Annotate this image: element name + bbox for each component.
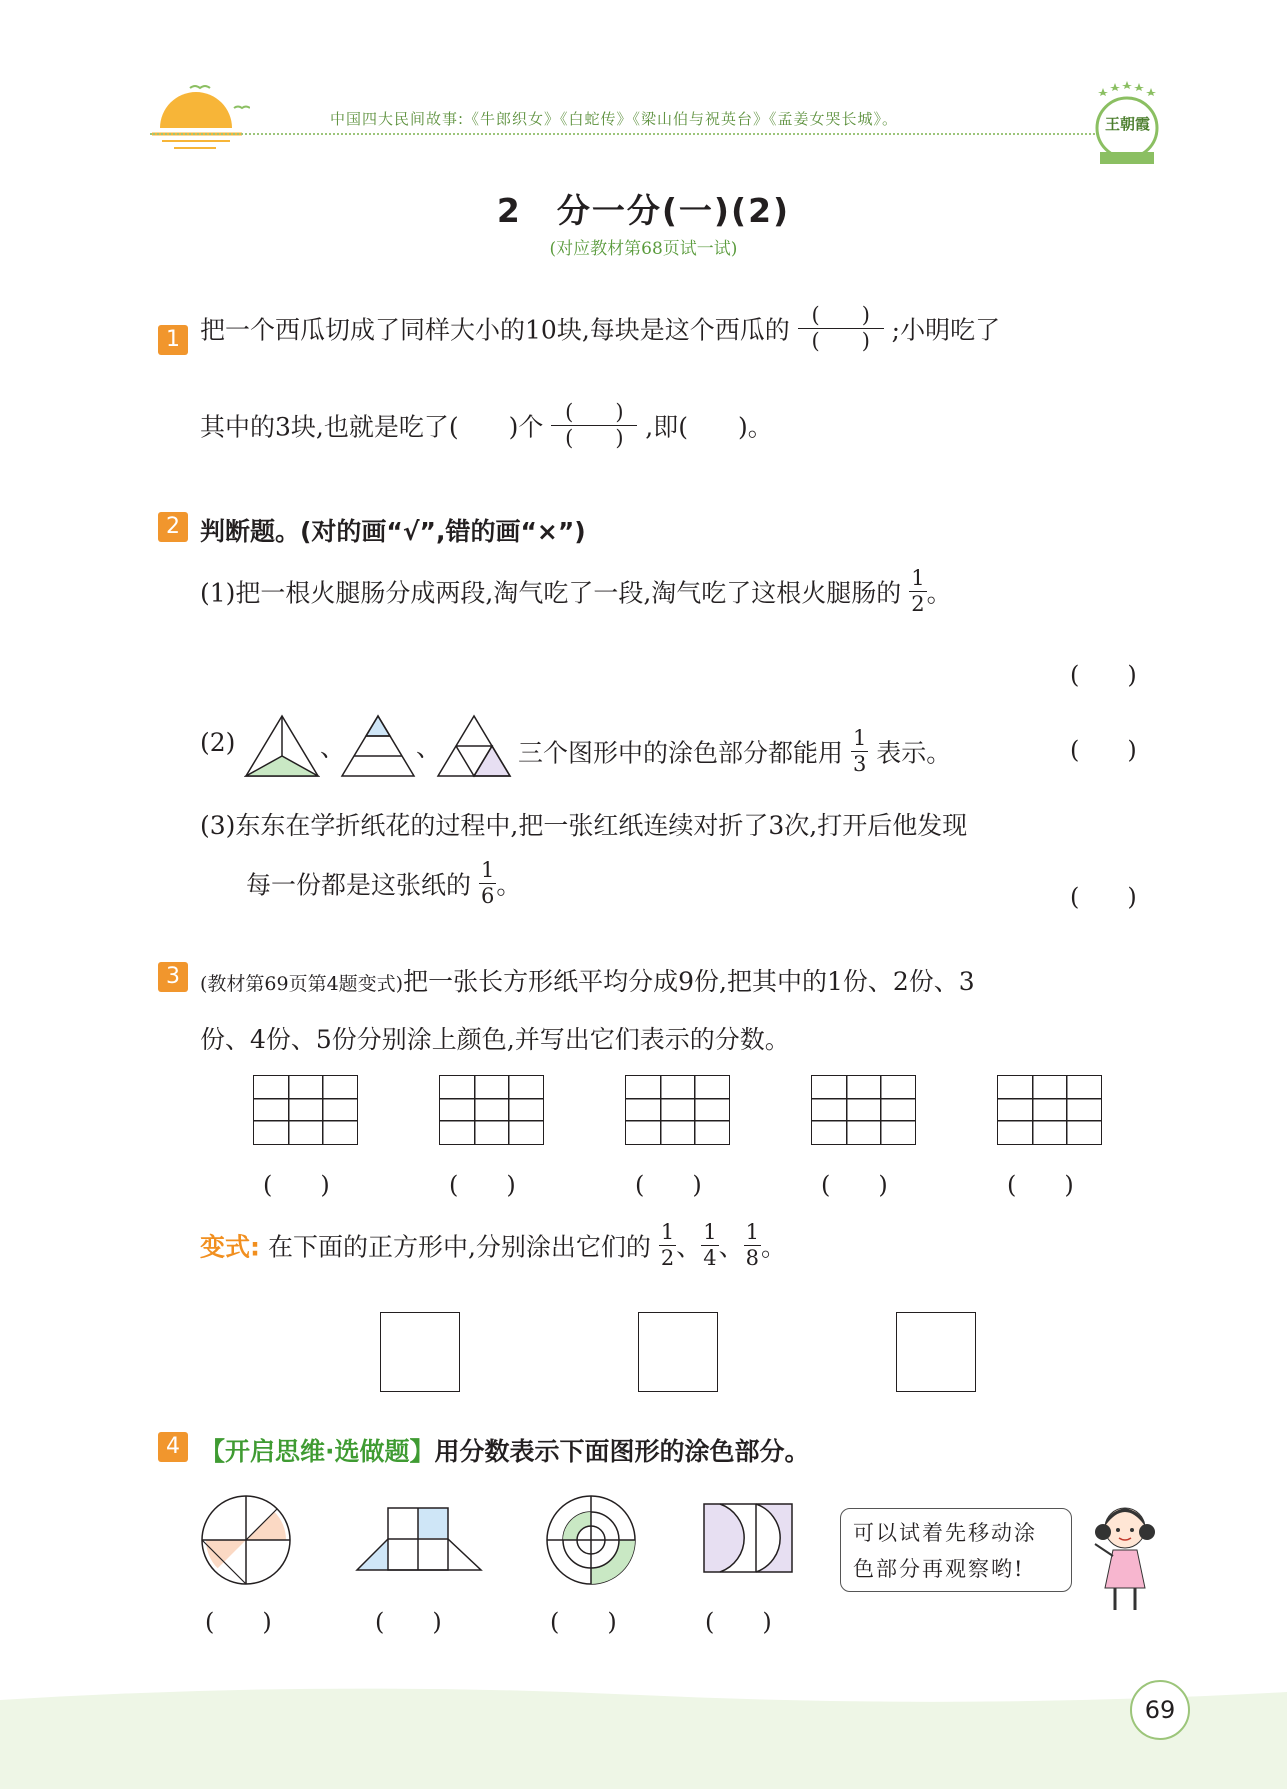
q4-answer-3[interactable]: ( ) [550,1608,617,1636]
fraction-numerator: 1 [852,726,867,750]
q3-variant-period: 。 [761,1232,787,1262]
q1-blank-numerator[interactable]: ( ) [551,402,637,426]
hint-line-1: 可以试着先移动涂 [853,1521,1037,1545]
q2-item-3-line-1: (3)东东在学折纸花的过程中,把一张红纸连续对折了3次,打开后他发现 [200,811,968,840]
q3-variant-sep-2: 、 [718,1232,744,1262]
fraction-numerator: 1 [703,1220,717,1244]
q1-blank-denominator[interactable]: ( ) [565,426,624,450]
q2-item-3-fraction [479,860,496,907]
q1-line-2-text-a: 其中的3块,也就是吃了( )个 [200,412,544,442]
q3-variant-fraction-1 [659,1222,676,1269]
q4-answer-2[interactable]: ( ) [375,1608,442,1636]
girl-character-icon [1085,1498,1165,1618]
question-4-number: 4 [158,1432,188,1462]
q3-variant-fraction-2 [701,1222,718,1269]
q4-tag: 【开启思维·选做题】 [200,1437,435,1466]
q1-blank-numerator[interactable]: ( ) [798,305,884,329]
q3-line-1-text: 把一张长方形纸平均分成9份,把其中的1份、2份、3 [403,967,975,996]
hint-line-2: 色部分再观察哟! [853,1557,1025,1581]
q2-item-3-period: 。 [496,870,522,900]
q2-item-2-text: 三个图形中的涂色部分都能用 [518,738,844,768]
half-circles-figure [700,1500,796,1576]
circle-figure [198,1492,294,1588]
q1-line-1 [200,305,1000,352]
q4-text: 用分数表示下面图形的涂色部分。 [434,1437,810,1466]
ring-figure [543,1492,639,1588]
q2-item-2-content [518,728,951,775]
q2-item-2-sep-2: 、 [416,733,442,762]
square-1[interactable] [380,1312,460,1392]
q1-line-1-end: ;小明吃了 [891,315,1001,345]
q1-line-1-text: 把一个西瓜切成了同样大小的10块,每块是这个西瓜的 [200,315,790,345]
fraction-denominator: 4 [703,1246,717,1270]
q2-item-3-text: 每一份都是这张纸的 [246,870,472,900]
q1-fraction-blank-1[interactable] [798,305,884,352]
q1-blank-denominator[interactable]: ( ) [811,329,870,353]
q3-answer-3[interactable]: ( ) [635,1171,702,1199]
q2-item-3-answer[interactable]: ( ) [1070,883,1137,911]
page-number: 69 [1130,1680,1190,1740]
page-subtitle: (对应教材第68页试一试) [549,239,738,259]
q3-answer-1[interactable]: ( ) [263,1171,330,1199]
fraction-numerator: 1 [745,1220,760,1244]
q3-variant-line [200,1222,786,1269]
q2-item-1-period: 。 [926,578,952,608]
q4-heading [200,1432,810,1468]
q2-item-1 [200,568,952,615]
brand-badge-text: 王朝霞 [1104,115,1150,133]
square-2[interactable] [638,1312,718,1392]
q4-answer-4[interactable]: ( ) [705,1608,772,1636]
q2-item-1-fraction [909,568,926,615]
fraction-numerator: 1 [911,566,925,590]
rectangle-grid-4[interactable] [811,1075,916,1145]
hint-speech-bubble [840,1508,1072,1592]
q2-item-2-fraction [851,728,868,775]
fraction-denominator: 8 [745,1246,760,1270]
q2-item-2-answer[interactable]: ( ) [1070,736,1137,764]
q3-variant-fraction-3 [744,1222,761,1269]
page-title: 2 分一分(一)(2) [496,191,791,230]
q3-answer-4[interactable]: ( ) [821,1171,888,1199]
q2-item-2 [200,714,1060,774]
q3-variant-sep-1: 、 [676,1232,702,1262]
q2-item-2-sep-1: 、 [320,733,346,762]
q2-item-2-prefix: (2) [200,728,236,757]
q2-item-1-text: (1)把一根火腿肠分成两段,淘气吃了一段,淘气吃了这根火腿肠的 [200,578,902,608]
q1-line-2-text-b: ,即( )。 [645,412,773,442]
question-2-number: 2 [158,512,188,542]
fraction-denominator: 6 [480,884,495,908]
q1-line-2 [200,402,773,449]
rectangle-grid-1[interactable] [253,1075,358,1145]
q3-variant-text: 在下面的正方形中,分别涂出它们的 [267,1232,651,1262]
question-1-number: 1 [158,325,188,355]
header-banner-text: 中国四大民间故事:《牛郎织女》《白蛇传》《梁山伯与祝英台》《孟姜女哭长城》。 [330,110,899,128]
rectangle-grid-5[interactable] [997,1075,1102,1145]
square-3[interactable] [896,1312,976,1392]
q3-line-1 [200,962,975,998]
fraction-denominator: 2 [660,1246,675,1270]
q2-item-3-line-2 [246,860,521,907]
triangle-figure-a [244,714,320,778]
q3-answer-5[interactable]: ( ) [1007,1171,1074,1199]
fraction-denominator: 2 [911,592,925,616]
q3-line-2: 份、4份、5份分别涂上颜色,并写出它们表示的分数。 [200,1025,790,1054]
q3-variant-label: 变式: [200,1232,260,1262]
triangle-figure-c [436,714,512,778]
parallelogram-figure [355,1506,483,1572]
q3-note: (教材第69页第4题变式) [200,973,404,995]
fraction-numerator: 1 [480,858,495,882]
rectangle-grid-3[interactable] [625,1075,730,1145]
q2-item-2-end: 表示。 [876,738,952,768]
question-3-number: 3 [158,962,188,992]
sun-logo [150,78,250,153]
fraction-numerator: 1 [660,1220,675,1244]
rectangle-grid-2[interactable] [439,1075,544,1145]
q4-answer-1[interactable]: ( ) [205,1608,272,1636]
q2-item-1-answer[interactable]: ( ) [1070,661,1137,689]
footer-wave-background [0,1680,1287,1789]
triangle-figure-b [340,714,416,778]
q3-answer-2[interactable]: ( ) [449,1171,516,1199]
header-divider [150,133,1095,135]
q1-fraction-blank-2[interactable] [551,402,637,449]
fraction-denominator: 3 [852,752,867,776]
q2-heading: 判断题。(对的画“√”,错的画“×”) [200,517,586,546]
